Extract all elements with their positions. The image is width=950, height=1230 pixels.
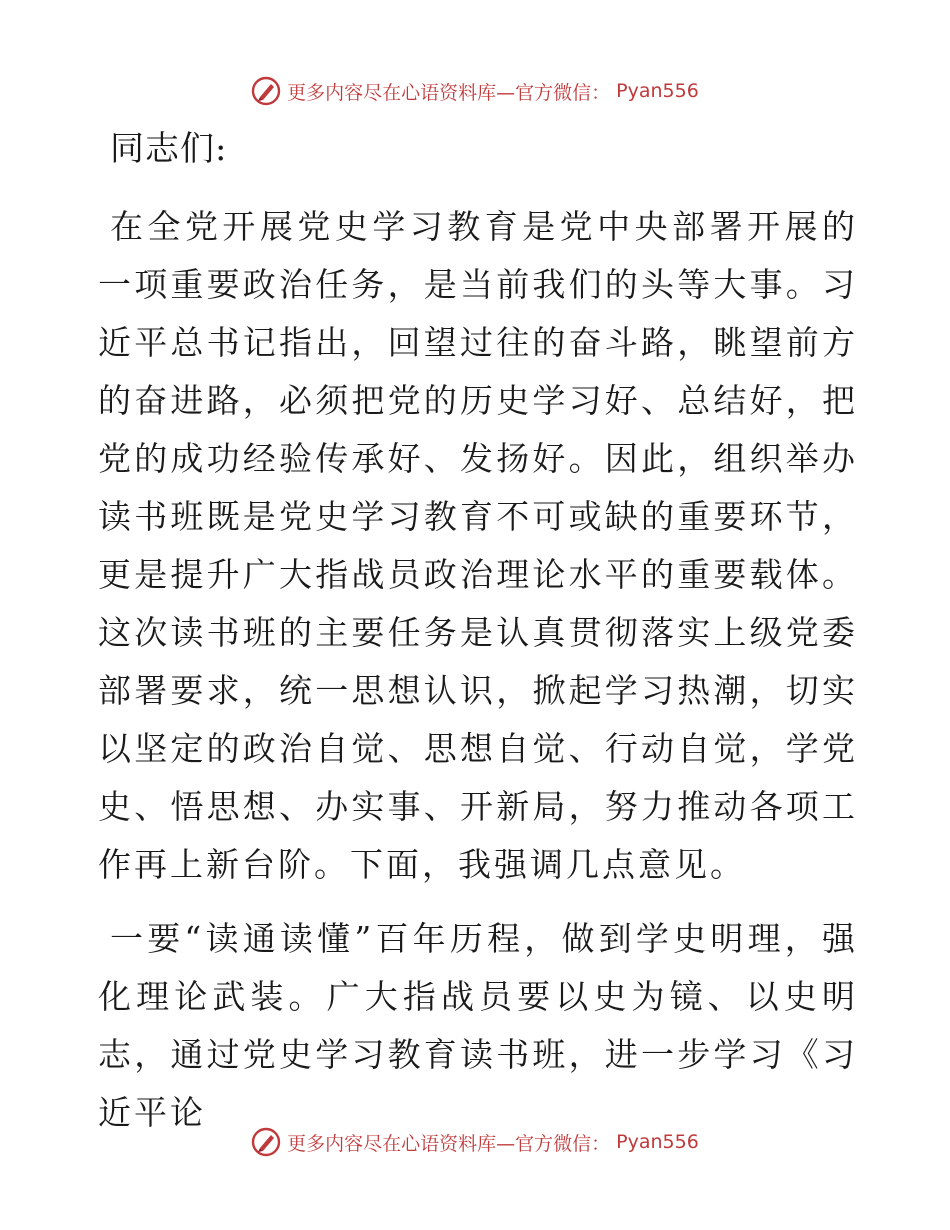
watermark-text: 更多内容尽在心语资料库—官方微信： [287,1132,611,1155]
pen-logo-icon [251,76,281,106]
watermark-text: 更多内容尽在心语资料库—官方微信： [287,81,611,104]
paragraph-intro: 在全党开展党史学习教育是党中央部署开展的一项重要政治任务，是当前我们的头等大事。习近平总书记指出，回望过往的奋斗路，眺望前方的奋进路，必须把党的历史学习好、总结好，把党的成功经验传承好、发扬好。因此，组织举办读书班既是党史学习教育不可或缺的重要环节，更是提升广大指战员政治理论水平的重要载体。这次读书班的主要任务是认真贯彻落实上级党委部署要求，统一思想认识，掀起学习热潮，切实以坚定的政治自觉、思想自觉、行动自觉，学党史、悟思想、办实事、开新局，努力推动各项工作再上新台阶。下面，我强调几点意见。 [98,207,858,884]
paragraph-point-one: 一要“读通读懂”百年历程，做到学史明理，强化理论武装。广大指战员要以史为镜、以史明志，通过党史学习教育读书班，进一步学习《习近平论 [98,919,858,1132]
footer-watermark [0,1127,950,1157]
watermark-code: Pyan556 [616,1131,699,1153]
salutation: 同志们: [110,129,228,169]
pen-logo-icon [251,1127,281,1157]
header-watermark [0,76,950,106]
watermark-code: Pyan556 [616,80,699,102]
document-body [98,120,858,1158]
